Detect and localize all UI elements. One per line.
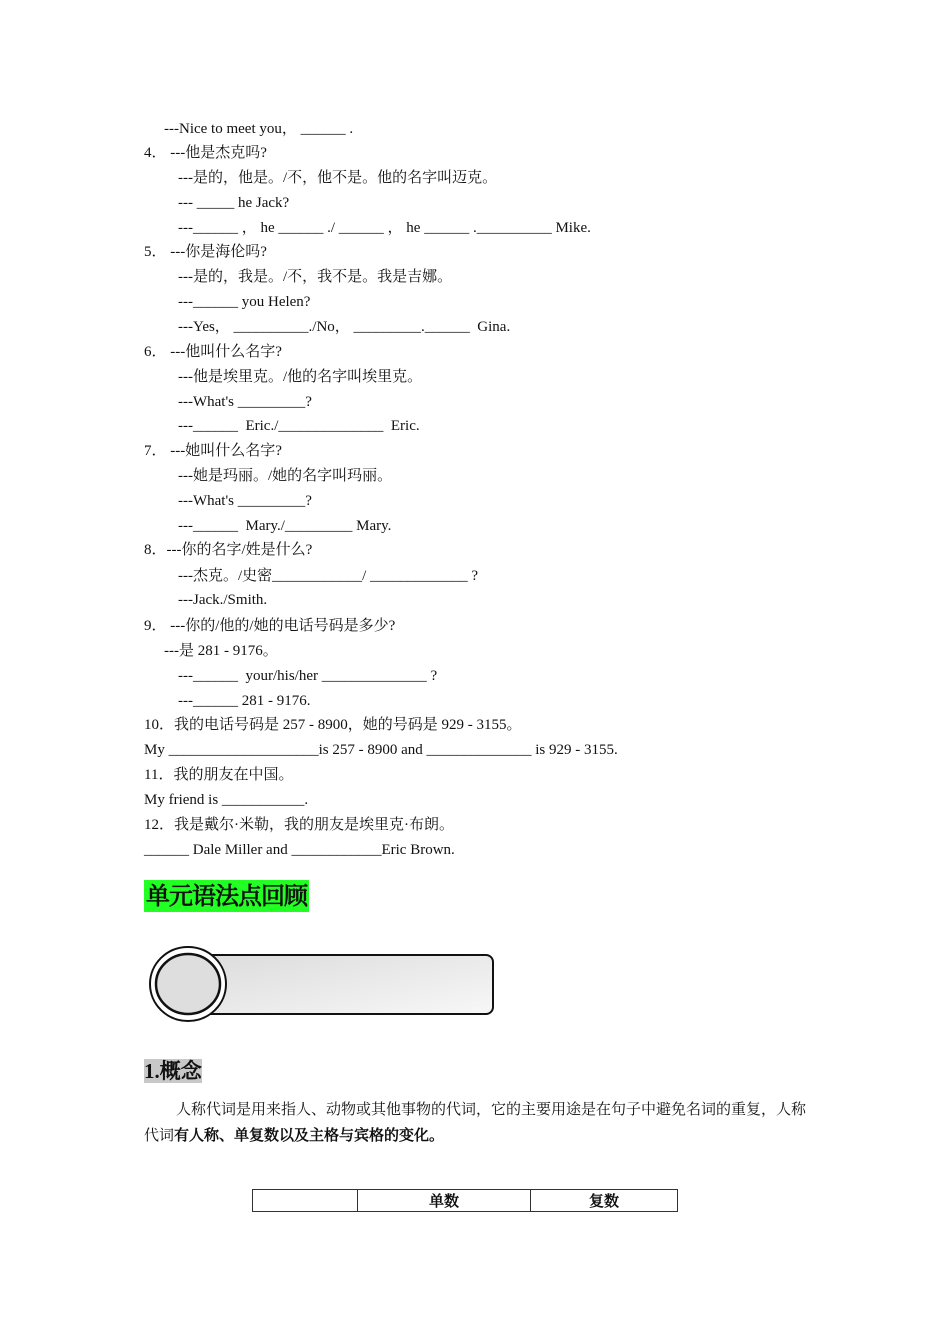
- question-11-prompt: 11．我的朋友在中国。: [144, 767, 294, 783]
- decorative-banner-shape: [148, 946, 496, 1026]
- section-heading: 单元语法点回顾: [146, 882, 307, 910]
- question-5-en-answer: ---Yes， __________./No， _________.______ Gina.: [178, 319, 511, 335]
- question-5-answer-zh: ---是的，我是。/不，我不是。我是吉娜。: [178, 269, 453, 285]
- table-header-cell: 复数: [531, 1190, 678, 1212]
- question-7-en-answer: ---______ Mary./_________ Mary.: [178, 518, 392, 534]
- question-12-en: ______ Dale Miller and ____________Eric Brown.: [144, 842, 455, 858]
- question-9-prompt: 9． ---你的/他的/她的电话号码是多少?: [144, 618, 396, 634]
- question-7-prompt: 7． ---她叫什么名字?: [144, 443, 282, 459]
- question-8-answer-zh: ---杰克。/史密____________/ _____________ ?: [178, 568, 478, 584]
- question-8-prompt: 8．---你的名字/姓是什么?: [144, 542, 313, 558]
- question-6-answer-zh: ---他是埃里克。/他的名字叫埃里克。: [178, 369, 423, 385]
- table-header-row: [253, 1190, 678, 1212]
- concept-paragraph: [144, 1096, 814, 1148]
- table-header-cell: [253, 1190, 358, 1212]
- concept-number: 1.: [144, 1059, 160, 1083]
- question-4-prompt: 4． ---他是杰克吗?: [144, 145, 267, 161]
- question-9-en-answer: ---______ 281 - 9176.: [178, 693, 311, 709]
- paragraph-bold-text: 有人称、单复数以及主格与宾格的变化。: [174, 1126, 445, 1144]
- pronoun-table: [252, 1189, 678, 1212]
- question-4-en-question: --- _____ he Jack?: [178, 195, 290, 211]
- question-8-en-answer: ---Jack./Smith.: [178, 592, 268, 608]
- question-4-en-answer: ---______ ， he ______ ./ ______ ， he ______ .__________ Mike.: [178, 220, 591, 236]
- question-9-answer-zh: ---是 281 - 9176。: [164, 643, 278, 659]
- exercise-line: ---Nice to meet you， ______ .: [164, 121, 354, 137]
- question-5-prompt: 5． ---你是海伦吗?: [144, 244, 267, 260]
- question-10-prompt: 10．我的电话号码是 257 - 8900，她的号码是 929 - 3155。: [144, 717, 522, 733]
- question-10-en: My ____________________is 257 - 8900 and ______________ is 929 - 3155.: [144, 742, 618, 758]
- question-7-answer-zh: ---她是玛丽。/她的名字叫玛丽。: [178, 468, 393, 484]
- concept-title: 概念: [159, 1059, 202, 1083]
- concept-section-title: [144, 1057, 202, 1085]
- table-header-cell: 单数: [358, 1190, 531, 1212]
- question-5-en-question: ---______ you Helen?: [178, 294, 311, 310]
- question-11-en: My friend is ___________.: [144, 792, 309, 808]
- question-4-answer-zh: ---是的，他是。/不，他不是。他的名字叫迈克。: [178, 170, 498, 186]
- question-7-en-question: ---What's _________?: [178, 493, 312, 509]
- question-6-prompt: 6． ---他叫什么名字?: [144, 344, 282, 360]
- question-6-en-question: ---What's _________?: [178, 394, 312, 410]
- question-12-prompt: 12．我是戴尔·米勒，我的朋友是埃里克·布朗。: [144, 817, 454, 833]
- question-9-en-question: ---______ your/his/her ______________ ?: [178, 668, 438, 684]
- paragraph-text: 人称代词是用来指人、动物或其他事物的代词，它的主要用途是在句子中避免名词的重复，人称代词: [144, 1100, 807, 1144]
- question-6-en-answer: ---______ Eric./______________ Eric.: [178, 418, 420, 434]
